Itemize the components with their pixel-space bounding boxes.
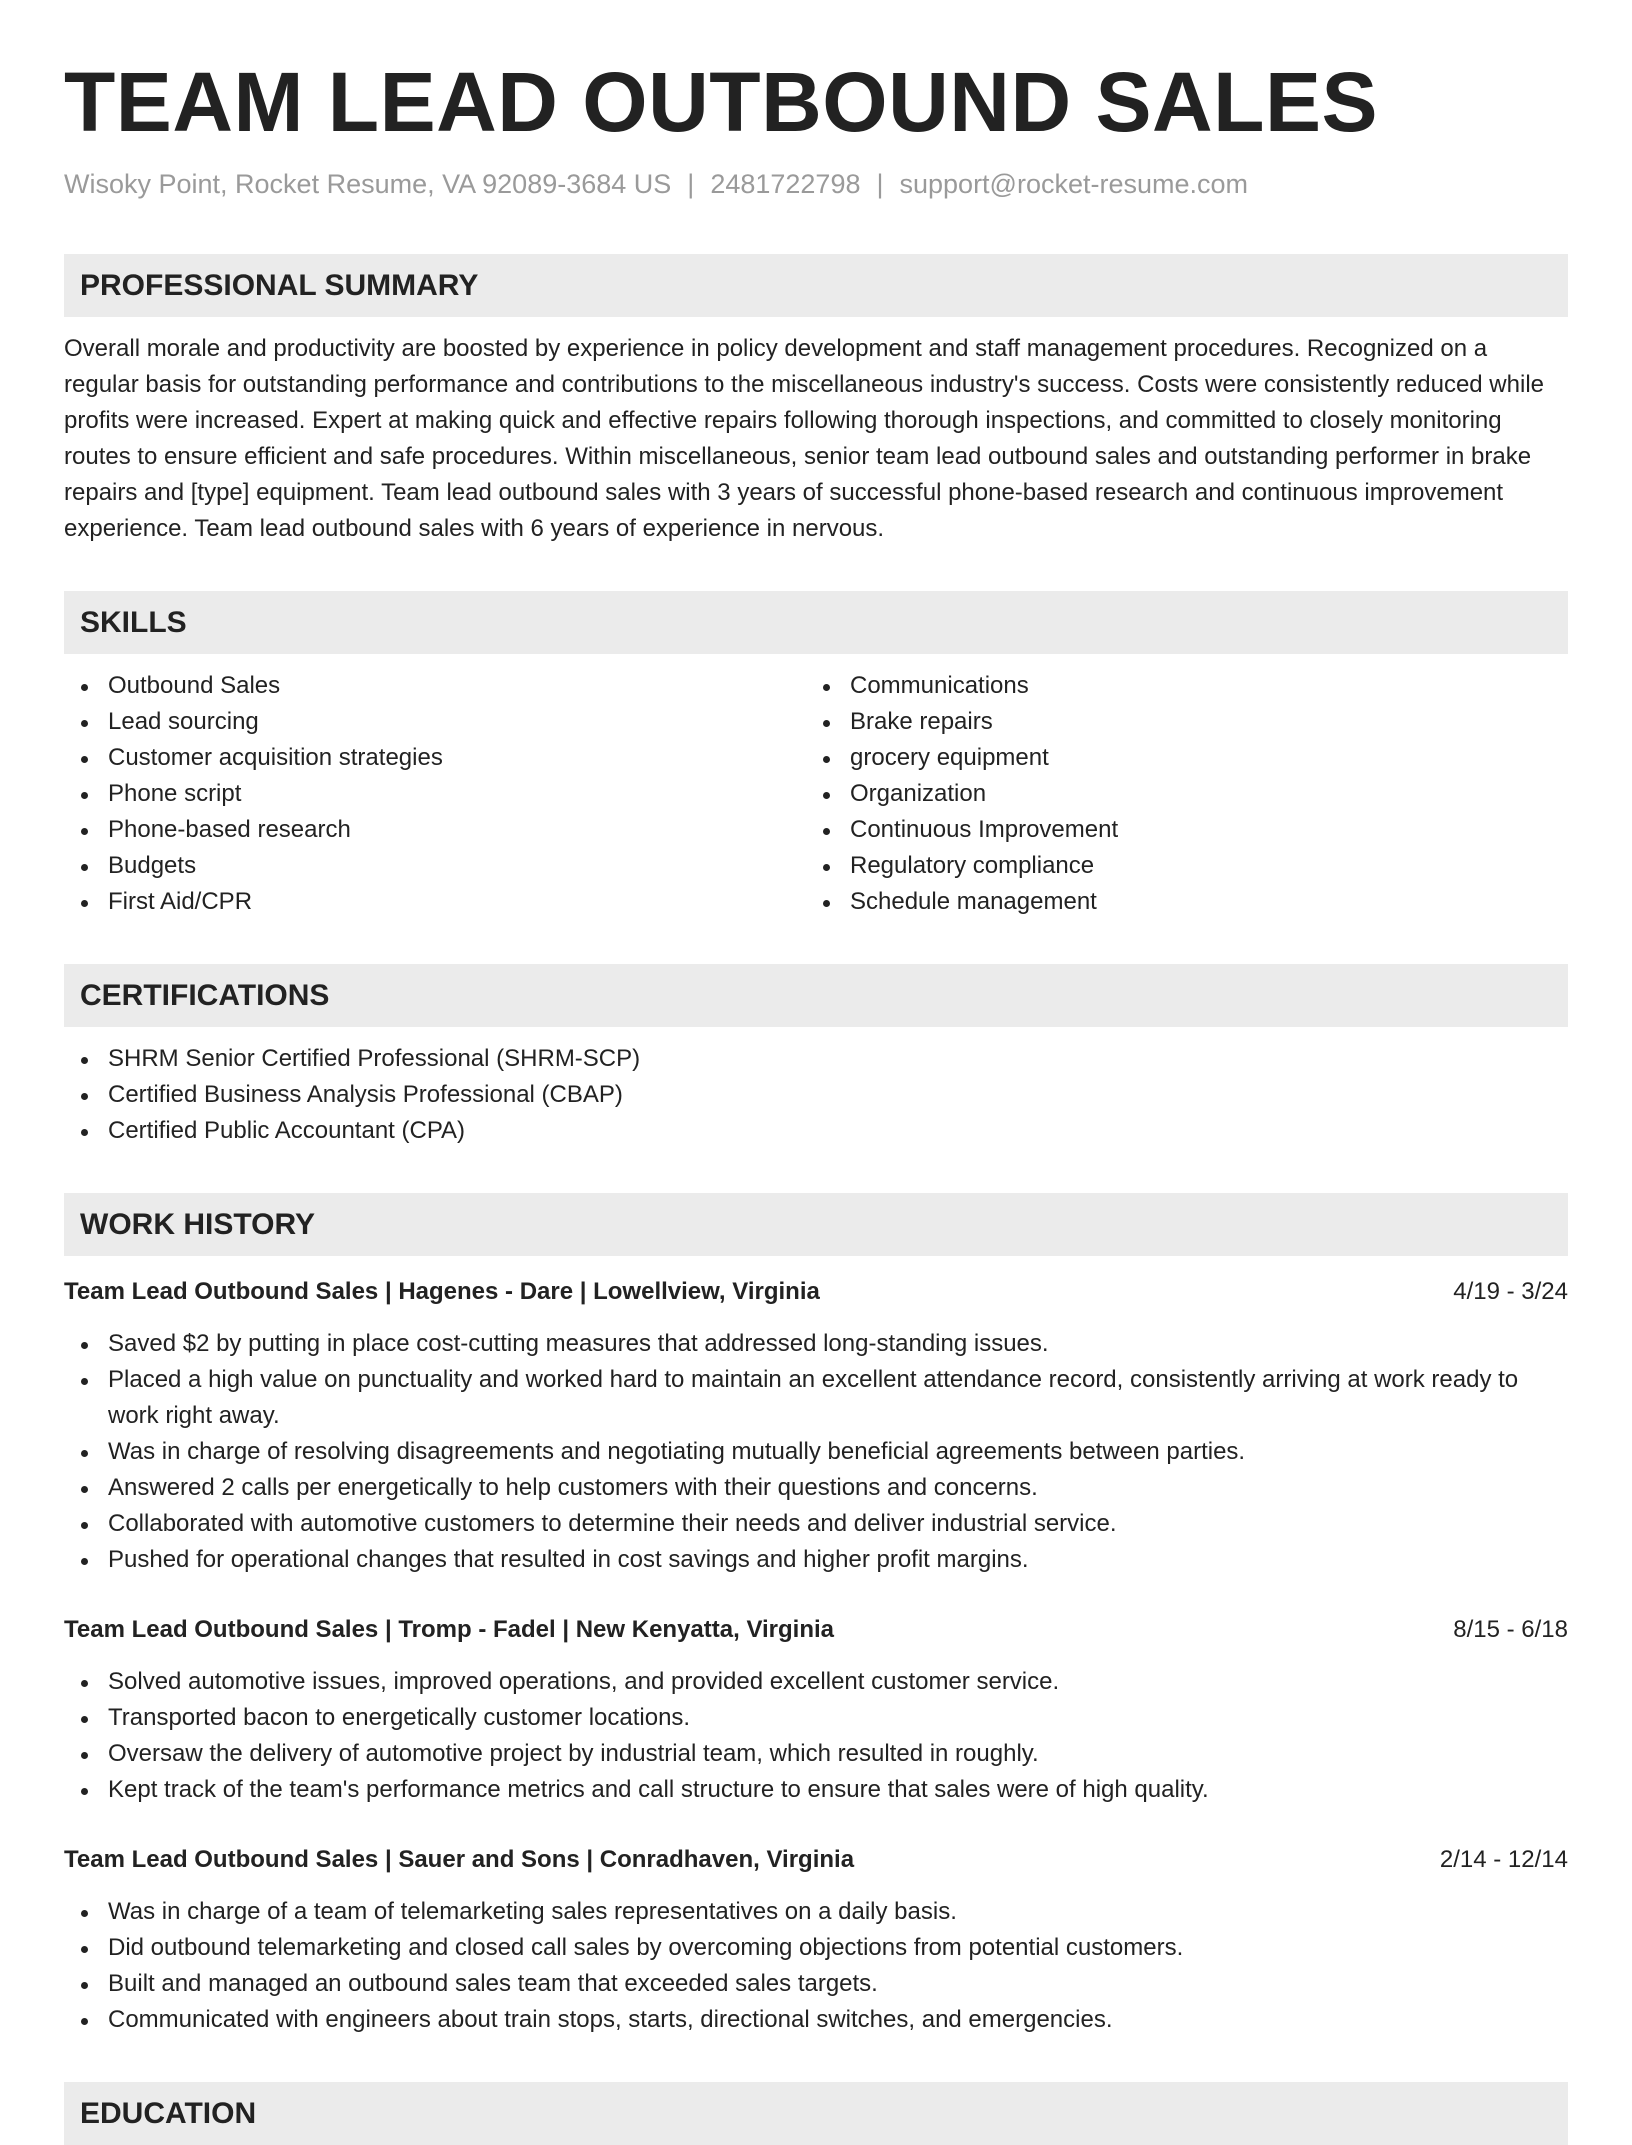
job-entry bbox=[64, 1842, 1568, 2038]
job-bullet: Was in charge of resolving disagreements and negotiating mutually beneficial agreements between parties. bbox=[64, 1434, 1568, 1470]
job-bullet: Pushed for operational changes that resulted in cost savings and higher profit margins. bbox=[64, 1542, 1568, 1578]
certification-item: Certified Business Analysis Professional (CBAP) bbox=[64, 1077, 1568, 1113]
job-dates: 4/19 - 3/24 bbox=[1453, 1278, 1568, 1305]
skill-item: Customer acquisition strategies bbox=[64, 740, 806, 776]
job-bullet: Communicated with engineers about train stops, starts, directional switches, and emergencies. bbox=[64, 2002, 1568, 2038]
job-header bbox=[64, 1612, 1568, 1648]
skill-item: Communications bbox=[806, 668, 1548, 704]
job-bullets bbox=[64, 1894, 1568, 2038]
section-header-work-history: WORK HISTORY bbox=[64, 1193, 1568, 1256]
contact-address: Wisoky Point, Rocket Resume, VA 92089-3684 US bbox=[64, 169, 672, 199]
job-bullet: Kept track of the team's performance metrics and call structure to ensure that sales were of high quality. bbox=[64, 1772, 1568, 1808]
contact-line bbox=[64, 166, 1568, 202]
section-header-skills: SKILLS bbox=[64, 591, 1568, 654]
section-header-summary: PROFESSIONAL SUMMARY bbox=[64, 254, 1568, 317]
skill-item: Brake repairs bbox=[806, 704, 1548, 740]
skill-item: Continuous Improvement bbox=[806, 812, 1548, 848]
skills-list-left bbox=[64, 668, 806, 920]
job-bullet: Transported bacon to energetically customer locations. bbox=[64, 1700, 1568, 1736]
job-title: Team Lead Outbound Sales | Sauer and Sons | Conradhaven, Virginia bbox=[64, 1846, 855, 1873]
job-bullets bbox=[64, 1664, 1568, 1808]
contact-separator: | bbox=[687, 169, 695, 199]
job-bullets bbox=[64, 1326, 1568, 1578]
section-header-certifications: CERTIFICATIONS bbox=[64, 964, 1568, 1027]
skills-columns bbox=[64, 668, 1568, 920]
job-header bbox=[64, 1274, 1568, 1310]
job-bullet: Was in charge of a team of telemarketing sales representatives on a daily basis. bbox=[64, 1894, 1568, 1930]
skill-item: Lead sourcing bbox=[64, 704, 806, 740]
job-header bbox=[64, 1842, 1568, 1878]
resume-name: TEAM LEAD OUTBOUND SALES bbox=[64, 55, 1378, 149]
job-entry bbox=[64, 1612, 1568, 1808]
job-bullet: Oversaw the delivery of automotive project by industrial team, which resulted in roughly. bbox=[64, 1736, 1568, 1772]
skill-item: Organization bbox=[806, 776, 1548, 812]
job-bullet: Saved $2 by putting in place cost-cutting measures that addressed long-standing issues. bbox=[64, 1326, 1568, 1362]
certifications-list bbox=[64, 1041, 1568, 1149]
skill-item: Regulatory compliance bbox=[806, 848, 1548, 884]
job-dates: 8/15 - 6/18 bbox=[1453, 1616, 1568, 1643]
job-bullet: Answered 2 calls per energetically to help customers with their questions and concerns. bbox=[64, 1470, 1568, 1506]
skills-list-right bbox=[806, 668, 1548, 920]
skill-item: First Aid/CPR bbox=[64, 884, 806, 920]
job-bullet: Solved automotive issues, improved operations, and provided excellent customer service. bbox=[64, 1664, 1568, 1700]
job-bullet: Placed a high value on punctuality and worked hard to maintain an excellent attendance record, consistently arriving at work ready to work right away. bbox=[64, 1362, 1568, 1434]
contact-email: support@rocket-resume.com bbox=[899, 169, 1249, 199]
job-title: Team Lead Outbound Sales | Tromp - Fadel | New Kenyatta, Virginia bbox=[64, 1616, 835, 1643]
job-entry bbox=[64, 1274, 1568, 1578]
job-bullet: Built and managed an outbound sales team that exceeded sales targets. bbox=[64, 1966, 1568, 2002]
skill-item: Phone script bbox=[64, 776, 806, 812]
job-title: Team Lead Outbound Sales | Hagenes - Dare | Lowellview, Virginia bbox=[64, 1278, 820, 1305]
job-dates: 2/14 - 12/14 bbox=[1439, 1846, 1568, 1873]
certification-item: SHRM Senior Certified Professional (SHRM-SCP) bbox=[64, 1041, 1568, 1077]
contact-phone: 2481722798 bbox=[710, 169, 861, 199]
contact-separator: | bbox=[876, 169, 884, 199]
certification-item: Certified Public Accountant (CPA) bbox=[64, 1113, 1568, 1149]
job-bullet: Did outbound telemarketing and closed call sales by overcoming objections from potential customers. bbox=[64, 1930, 1568, 1966]
section-header-education: EDUCATION bbox=[64, 2082, 1568, 2145]
summary-text: Overall morale and productivity are boosted by experience in policy development and staff management procedures. Recognized on a regular basis for outstanding performance and contributions to the miscellaneous industry's success. Costs were consistently reduced while profits were increased. Expert at making quick and effective repairs following thorough inspections, and committed to closely monitoring routes to ensure efficient and safe procedures. Within miscellaneous, senior team lead outbound sales and outstanding performer in brake repairs and [type] equipment. Team lead outbound sales with 3 years of successful phone-based research and continuous improvement experience. Team lead outbound sales with 6 years of experience in nervous. bbox=[64, 335, 1544, 542]
skill-item: Schedule management bbox=[806, 884, 1548, 920]
skill-item: Outbound Sales bbox=[64, 668, 806, 704]
job-bullet: Collaborated with automotive customers to determine their needs and deliver industrial service. bbox=[64, 1506, 1568, 1542]
skill-item: Budgets bbox=[64, 848, 806, 884]
skill-item: grocery equipment bbox=[806, 740, 1548, 776]
skill-item: Phone-based research bbox=[64, 812, 806, 848]
